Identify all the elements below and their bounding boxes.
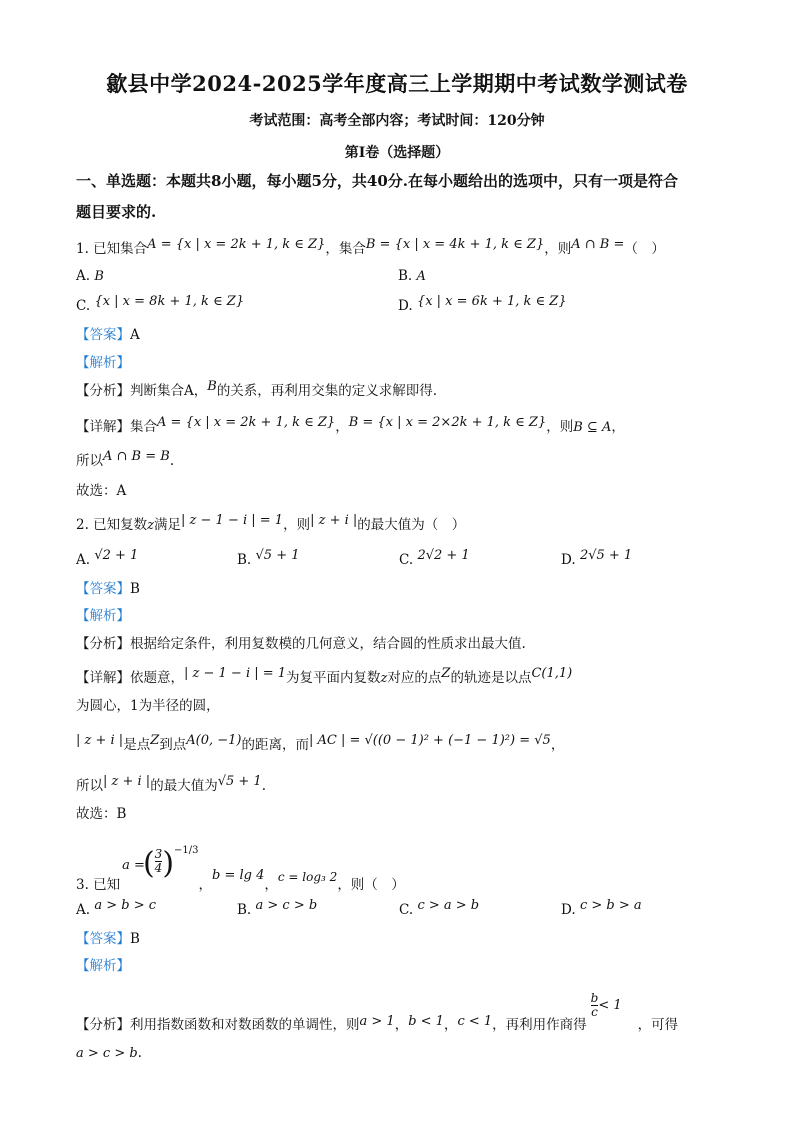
q1-blank: （ ） (624, 241, 665, 257)
q1-analysis-tag: 【解析】 (76, 355, 130, 371)
q1-fenxi: 【分析】判断集合A，B的关系，再利用交集的定义求解即得. (76, 379, 438, 399)
q2-xiangjie-4: 所以| z + i |的最大值为√5 + 1. (76, 774, 266, 794)
q1-stem-text: 1. 已知集合 (76, 241, 148, 257)
q2-fenxi: 【分析】根据给定条件，利用复数模的几何意义，结合圆的性质求出最大值. (76, 636, 526, 652)
q1-option-d: D. {x | x = 6k + 1, k ∈ Z} (398, 294, 567, 314)
section-intro-line-1: 一、单选题：本题共8小题，每小题5分，共40分.在每小题给出的选项中，只有一项是符合 (76, 172, 678, 190)
page-title: 歙县中学2024-2025学年度高三上学期期中考试数学测试卷 (106, 71, 688, 96)
q1-choose: 故选：A (76, 483, 127, 499)
q2-option-b: B. √5 + 1 (237, 548, 300, 568)
q1-option-c: C. {x | x = 8k + 1, k ∈ Z} (76, 294, 245, 314)
q1-option-b: B. A (398, 268, 426, 284)
q2-xiangjie-3: | z + i |是点Z到点A(0, −1)的距离，而| AC | = √((0 − 1)² + (−1 − 1)²) = √5， (76, 733, 565, 753)
q3-fraction: $\frac{3}{4}$ (154, 847, 163, 875)
q1-option-a: A. B (76, 268, 104, 284)
q2-analysis-tag: 【解析】 (76, 608, 130, 624)
q3-answer: 【答案】B (76, 931, 140, 947)
q1-stem-text-2: ，集合 (325, 241, 366, 257)
q2-answer: 【答案】B (76, 581, 140, 597)
q1-expr: A ∩ B = (571, 237, 625, 252)
volume-heading: 第I卷（选择题） (344, 145, 450, 161)
q2-xiangjie: 【详解】依题意，| z − 1 − i | = 1为复平面内复数z对应的点Z的轨迹是以点C(1,1) (76, 666, 573, 686)
q3-option-b: B. a > c > b (237, 898, 318, 918)
q3-fenxi-2: a > c > b. (76, 1045, 142, 1061)
q2-option-d: D. 2√5 + 1 (561, 548, 633, 568)
q3-option-a: A. a > b > c (76, 898, 157, 918)
q1-xiangjie: 【详解】集合A = {x | x = 2k + 1, k ∈ Z}，B = {x | x = 2×2k + 1, k ∈ Z}，则B ⊆ A， (76, 415, 625, 435)
q1-stem (76, 237, 665, 259)
section-intro-line-2: 题目要求的. (76, 203, 157, 221)
q2-xiangjie-2: 为圆心，1为半径的圆， (76, 698, 220, 714)
q1-set-a: A = {x | x = 2k + 1, k ∈ Z} (147, 237, 326, 252)
q2-stem: 2. 已知复数z满足| z − 1 − i | = 1，则| z + i |的最大值为（ ） (76, 513, 466, 533)
q2-option-a: A. √2 + 1 (76, 548, 139, 568)
q1-xiangjie-2: 所以A ∩ B = B. (76, 449, 175, 469)
q3-option-c: C. c > a > b (399, 898, 480, 918)
q1-stem-text-3: ，则 (544, 241, 572, 257)
q1-answer: 【答案】A (76, 327, 140, 343)
q3-analysis-tag: 【解析】 (76, 958, 130, 974)
exam-info: 考试范围：高考全部内容；考试时间：120分钟 (249, 113, 545, 129)
q3-option-d: D. c > b > a (561, 898, 642, 918)
q3-fenxi: 【分析】利用指数函数和对数函数的单调性，则a > 1，b < 1，c < 1，再利用作商得 $\frac{b}{c}$ < 1，可得 (76, 991, 679, 1033)
q3-stem: 3. 已知a =( $\frac{3}{4}$ )$^{-1/3}$，b = lg 4，c = log₃ 2，则（ ） (76, 845, 405, 893)
q1-set-b: B = {x | x = 4k + 1, k ∈ Z} (365, 237, 545, 252)
q2-option-c: C. 2√2 + 1 (399, 548, 470, 568)
q2-choose: 故选：B (76, 806, 127, 822)
q3-fenxi-fraction: $\frac{b}{c}$ (590, 991, 599, 1019)
